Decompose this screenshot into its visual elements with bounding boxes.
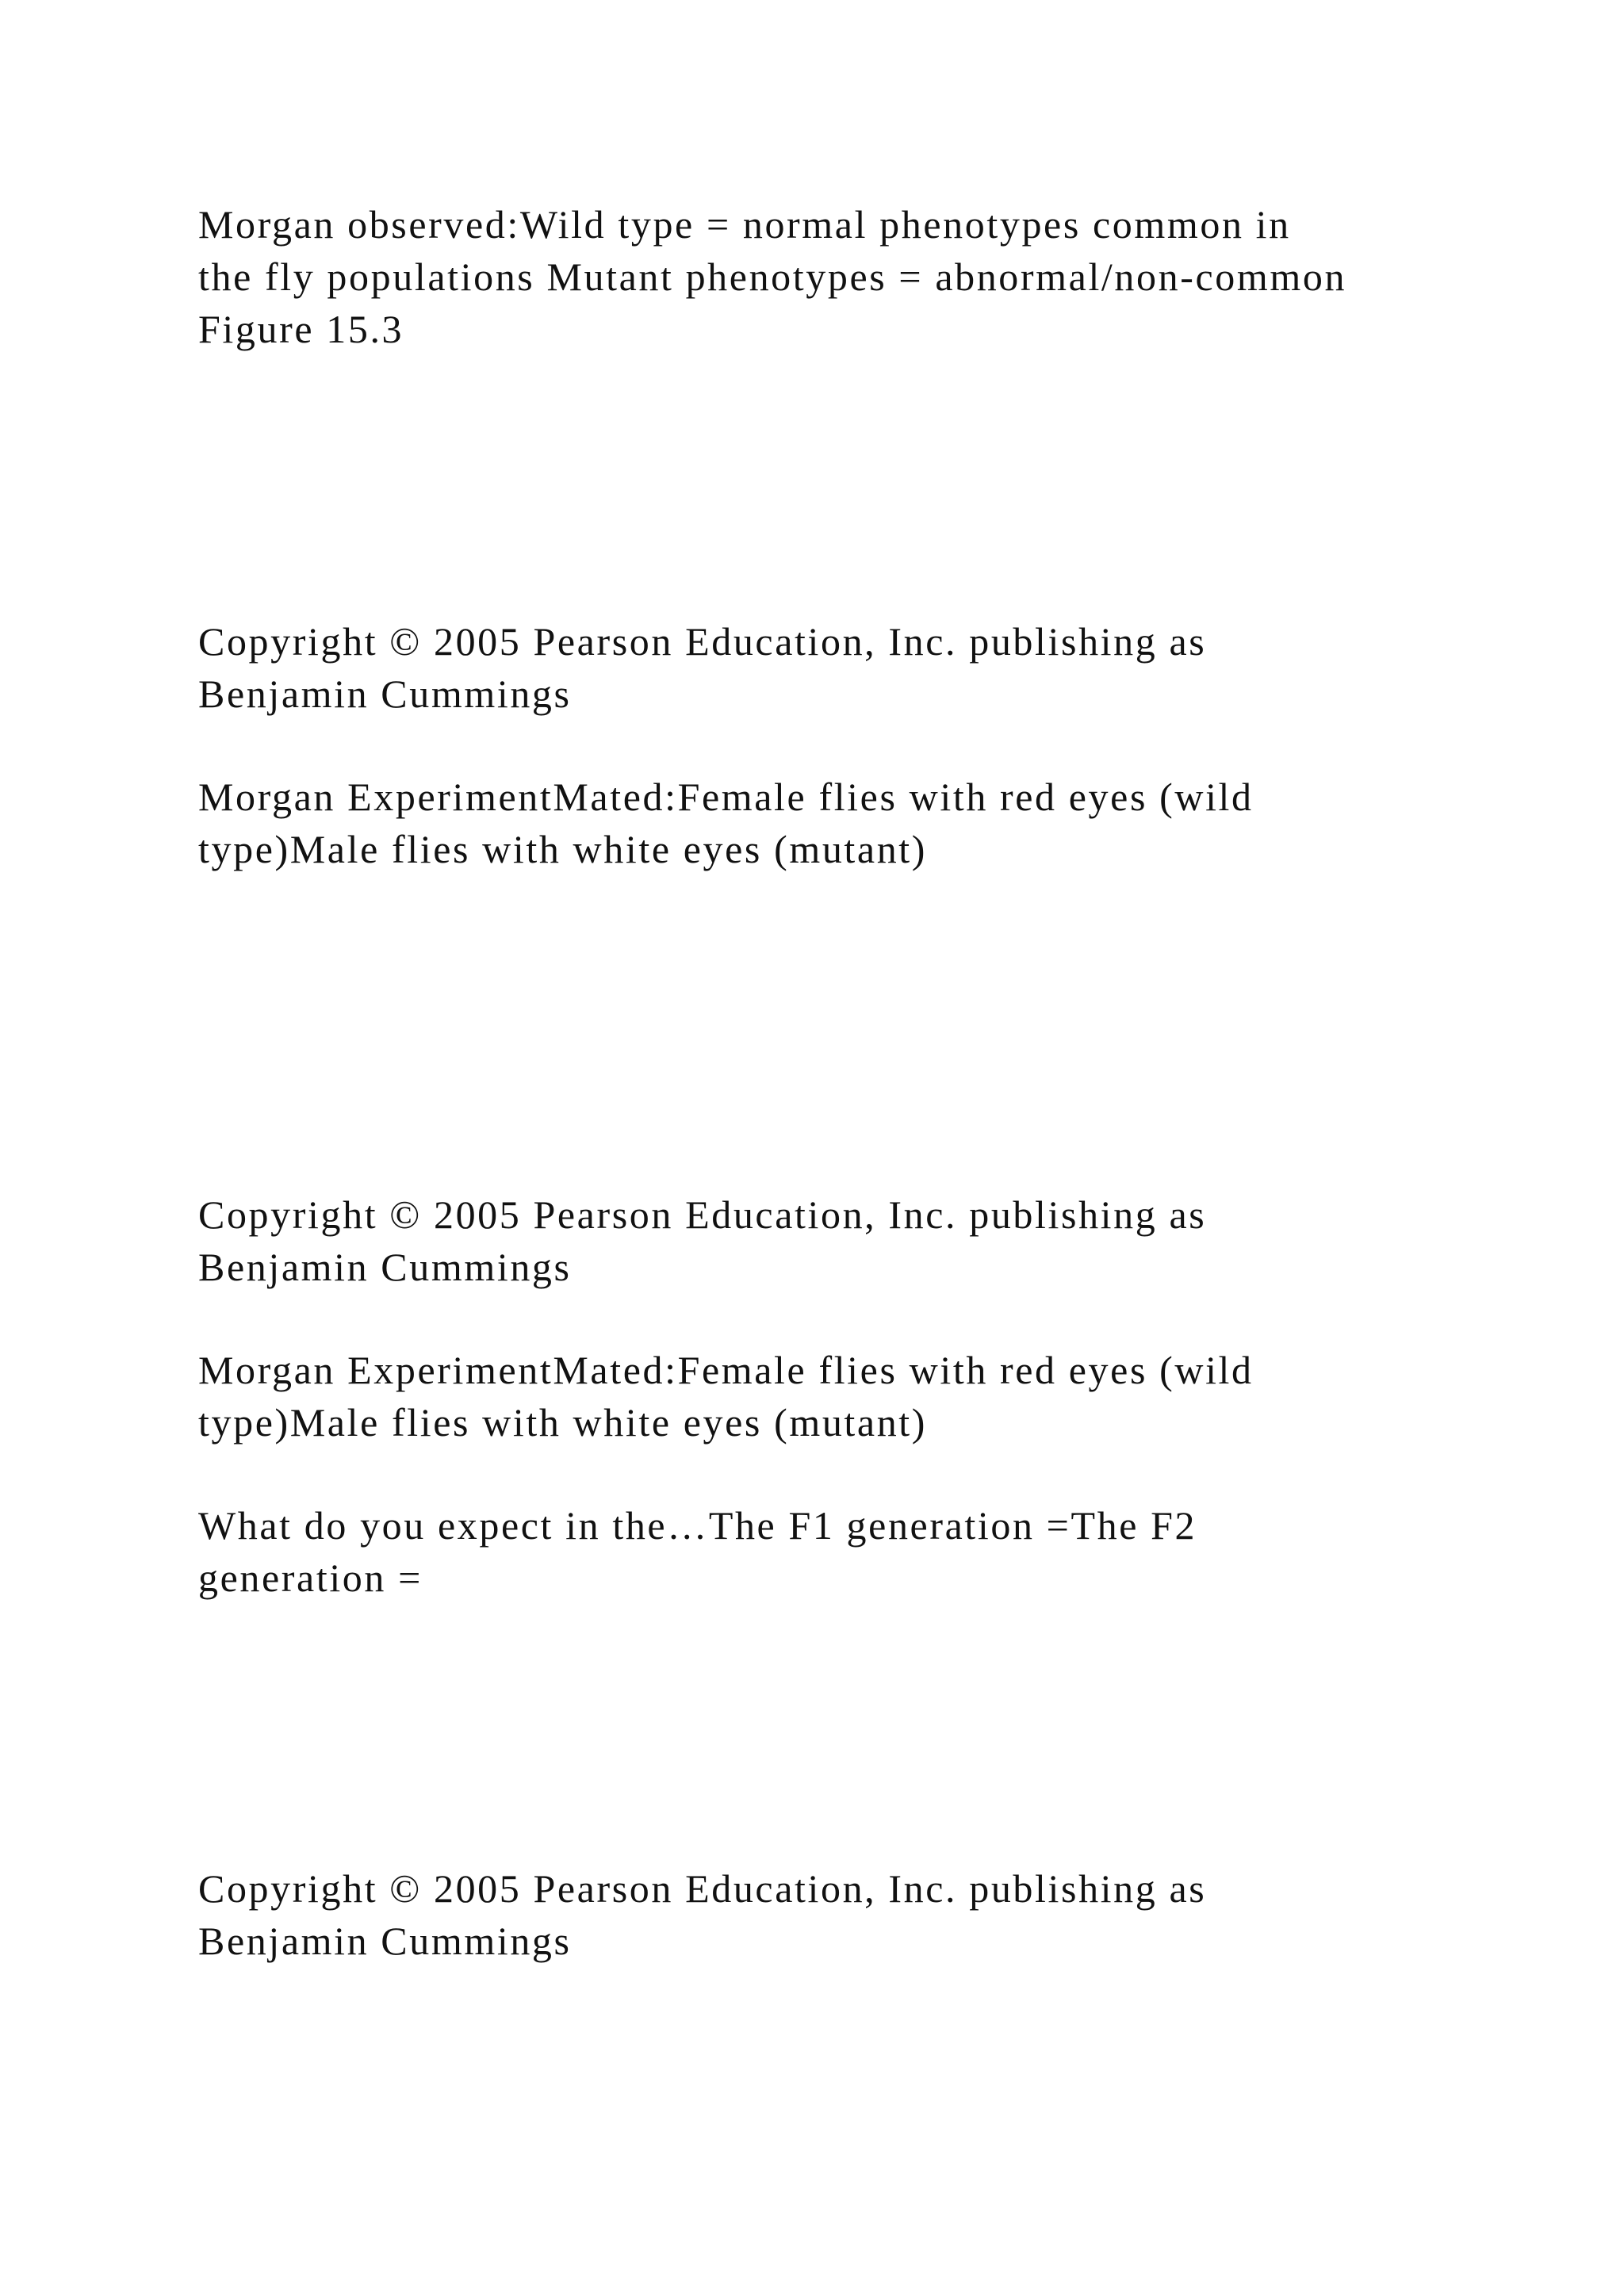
text-line: Benjamin Cummings <box>198 672 572 716</box>
paragraph-expectation-question <box>198 1499 1467 1604</box>
paragraph-copyright <box>198 1188 1467 1293</box>
text-line: Copyright © 2005 Pearson Education, Inc. publishing as <box>198 1866 1207 1911</box>
text-line: What do you expect in the…The F1 generation =The F2 <box>198 1503 1197 1548</box>
text-line: Figure 15.3 <box>198 307 404 351</box>
text-line: the fly populations Mutant phenotypes = abnormal/non-common <box>198 254 1347 299</box>
paragraph-morgan-experiment <box>198 1344 1467 1448</box>
paragraph-morgan-observed <box>198 198 1467 355</box>
text-line: Benjamin Cummings <box>198 1919 572 1963</box>
text-line: generation = <box>198 1556 423 1600</box>
text-line: type)Male flies with white eyes (mutant) <box>198 827 928 871</box>
text-line: Benjamin Cummings <box>198 1245 572 1289</box>
text-line: Morgan ExperimentMated:Female flies with red eyes (wild <box>198 775 1254 819</box>
text-line: type)Male flies with white eyes (mutant) <box>198 1400 928 1445</box>
paragraph-copyright <box>198 615 1467 720</box>
text-line: Morgan ExperimentMated:Female flies with red eyes (wild <box>198 1348 1254 1392</box>
paragraph-morgan-experiment <box>198 771 1467 875</box>
text-line: Copyright © 2005 Pearson Education, Inc. publishing as <box>198 1192 1207 1237</box>
paragraph-copyright <box>198 1862 1467 1967</box>
text-line: Morgan observed:Wild type = normal phenotypes common in <box>198 202 1291 247</box>
text-line: Copyright © 2005 Pearson Education, Inc. publishing as <box>198 619 1207 664</box>
